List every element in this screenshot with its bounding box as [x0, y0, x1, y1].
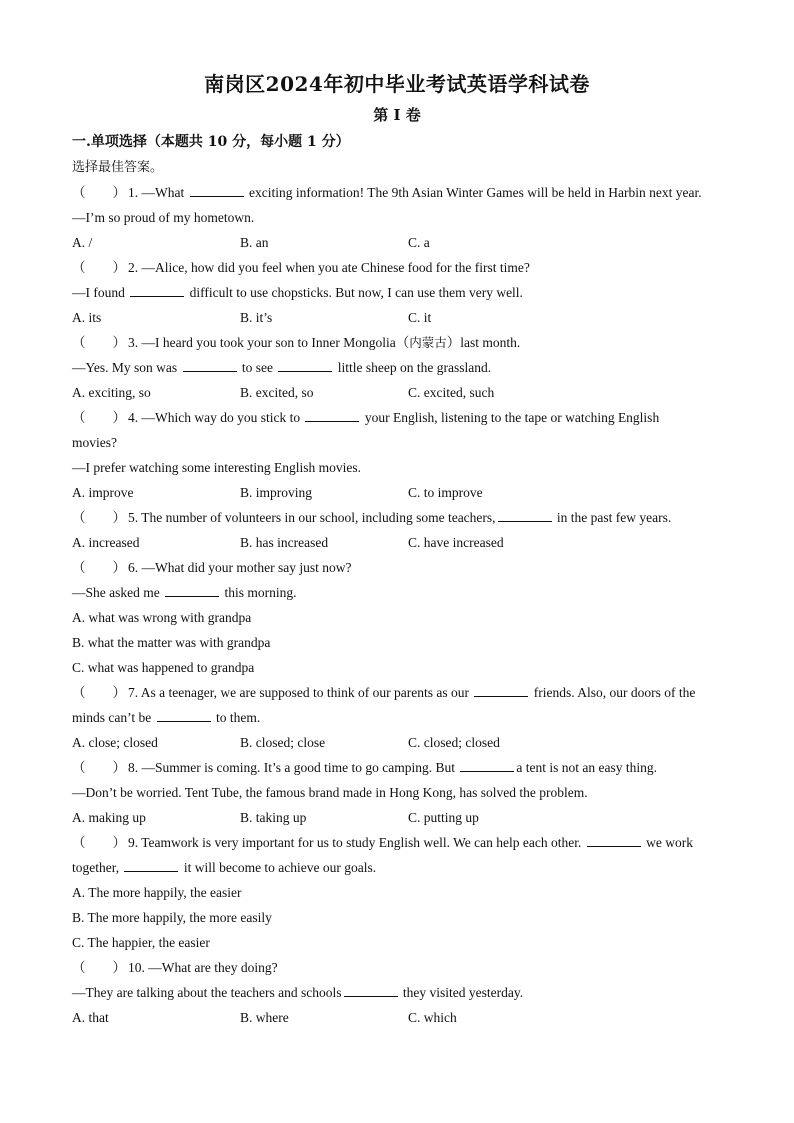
answer-blank: [183, 356, 237, 372]
question-10-dialog: —They are talking about the teachers and schools they visited yesterday.: [72, 980, 732, 1005]
question-5: （ ） 5. The number of volunteers in our school, including some teachers, in the past few years.: [72, 505, 732, 530]
question-1-dialog: —I’m so proud of my hometown.: [72, 210, 255, 225]
question-4-options: [72, 480, 732, 505]
answer-blank: [344, 981, 398, 997]
answer-blank: [587, 831, 641, 847]
volume-label: 第 I 卷: [373, 106, 421, 124]
answer-blank: [498, 506, 552, 522]
question-8-dialog: —Don’t be worried. Tent Tube, the famous brand made in Hong Kong, has solved the problem.: [72, 785, 588, 800]
answer-blank: [474, 681, 528, 697]
option-c[interactable]: C. it: [408, 310, 432, 325]
question-3: （ ） 3. —I heard you took your son to Inner Mongolia（内蒙古）last month.: [72, 330, 732, 355]
option-a[interactable]: A. exciting, so: [72, 385, 151, 400]
option-c[interactable]: C. The happier, the easier: [72, 935, 210, 950]
option-c[interactable]: C. have increased: [408, 535, 504, 550]
question-9-wrap: together, it will become to achieve our goals.: [72, 855, 732, 880]
question-2-dialog: —I found difficult to use chopsticks. But now, I can use them very well.: [72, 280, 732, 305]
option-c[interactable]: C. excited, such: [408, 385, 495, 400]
question-10-options: [72, 1005, 732, 1030]
answer-paren[interactable]: （ ）: [72, 560, 126, 575]
answer-blank: [130, 281, 184, 297]
question-7: （ ） 7. As a teenager, we are supposed to think of our parents as our friends. Also, our doors of the: [72, 680, 732, 705]
question-8-options: [72, 805, 732, 830]
answer-paren[interactable]: （ ）: [72, 335, 126, 350]
exam-title: 南岗区2024年初中毕业考试英语学科试卷: [204, 72, 590, 96]
answer-blank: [165, 581, 219, 597]
question-7-wrap: minds can’t be to them.: [72, 705, 732, 730]
answer-blank: [190, 181, 244, 197]
answer-paren[interactable]: （ ）: [72, 410, 126, 425]
question-7-options: [72, 730, 732, 755]
answer-blank: [305, 406, 359, 422]
answer-paren[interactable]: （ ）: [72, 510, 126, 525]
question-1-options: [72, 230, 732, 255]
answer-blank: [460, 756, 514, 772]
question-6: （ ） 6. —What did your mother say just now?: [72, 555, 732, 580]
option-b[interactable]: B. it’s: [240, 310, 273, 325]
option-b[interactable]: B. taking up: [240, 810, 307, 825]
option-a[interactable]: A. that: [72, 1010, 109, 1025]
option-a[interactable]: A. close; closed: [72, 735, 158, 750]
option-b[interactable]: B. has increased: [240, 535, 329, 550]
question-10: （ ） 10. —What are they doing?: [72, 955, 732, 980]
option-b[interactable]: B. The more happily, the more easily: [72, 910, 272, 925]
answer-paren[interactable]: （ ）: [72, 185, 126, 200]
question-8: （ ） 8. —Summer is coming. It’s a good time to go camping. But a tent is not an easy thing.: [72, 755, 732, 780]
answer-blank: [278, 356, 332, 372]
question-4-dialog: —I prefer watching some interesting English movies.: [72, 460, 362, 475]
option-c[interactable]: C. what was happened to grandpa: [72, 660, 255, 675]
question-3-options: [72, 380, 732, 405]
question-3-dialog: —Yes. My son was to see little sheep on the grassland.: [72, 355, 732, 380]
option-a[interactable]: A. making up: [72, 810, 146, 825]
answer-paren[interactable]: （ ）: [72, 835, 126, 850]
option-a[interactable]: A. The more happily, the easier: [72, 885, 242, 900]
option-b[interactable]: B. excited, so: [240, 385, 314, 400]
option-b[interactable]: B. improving: [240, 485, 313, 500]
question-5-options: [72, 530, 732, 555]
option-b[interactable]: B. an: [240, 235, 269, 250]
option-c[interactable]: C. putting up: [408, 810, 479, 825]
option-a[interactable]: A. increased: [72, 535, 140, 550]
option-a[interactable]: A. its: [72, 310, 102, 325]
question-4-wrap: movies?: [72, 435, 117, 450]
question-2-options: [72, 305, 732, 330]
option-b[interactable]: B. where: [240, 1010, 289, 1025]
option-c[interactable]: C. closed; closed: [408, 735, 500, 750]
answer-paren[interactable]: （ ）: [72, 760, 126, 775]
question-6-dialog: —She asked me this morning.: [72, 580, 732, 605]
option-a[interactable]: A. what was wrong with grandpa: [72, 610, 252, 625]
option-b[interactable]: B. closed; close: [240, 735, 326, 750]
option-a[interactable]: A. improve: [72, 485, 134, 500]
option-b[interactable]: B. what the matter was with grandpa: [72, 635, 271, 650]
option-c[interactable]: C. which: [408, 1010, 457, 1025]
question-4: （ ） 4. —Which way do you stick to your English, listening to the tape or watching English: [72, 405, 732, 430]
option-c[interactable]: C. a: [408, 235, 430, 250]
answer-blank: [157, 706, 211, 722]
question-2: （ ） 2. —Alice, how did you feel when you ate Chinese food for the first time?: [72, 255, 732, 280]
option-a[interactable]: A. /: [72, 235, 93, 250]
answer-paren[interactable]: （ ）: [72, 685, 126, 700]
exam-body: [72, 130, 732, 1030]
question-1: （ ） 1. —What exciting information! The 9th Asian Winter Games will be held in Harbin next year.: [72, 180, 732, 205]
answer-paren[interactable]: （ ）: [72, 260, 126, 275]
option-c[interactable]: C. to improve: [408, 485, 483, 500]
question-9: （ ） 9. Teamwork is very important for us to study English well. We can help each other. we work: [72, 830, 732, 855]
answer-paren[interactable]: （ ）: [72, 960, 126, 975]
answer-blank: [124, 856, 178, 872]
section-heading: 一.单项选择（本题共 10 分，每小题 1 分）: [72, 134, 350, 150]
section-instruction: 选择最佳答案。: [72, 160, 164, 175]
